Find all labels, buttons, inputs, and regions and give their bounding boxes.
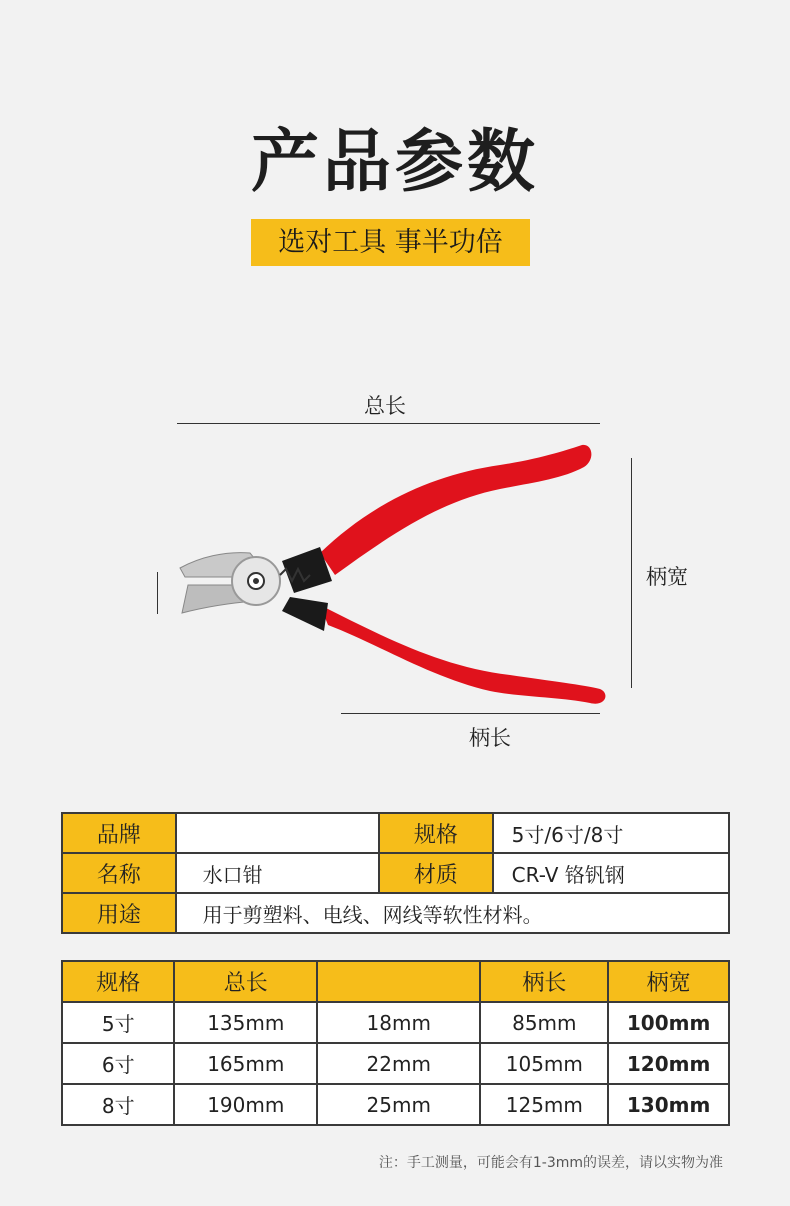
cell-handle-width: 130mm xyxy=(608,1084,729,1125)
cell-handle-width: 120mm xyxy=(608,1043,729,1084)
cell-jaw: 22mm xyxy=(317,1043,480,1084)
material-value: CR-V 铬钒钢 xyxy=(493,853,729,893)
total-length-label: 总长 xyxy=(364,394,406,418)
spec-label: 规格 xyxy=(379,813,493,853)
table-row xyxy=(62,1002,729,1043)
table-row xyxy=(62,1084,729,1125)
spec-value: 5寸/6寸/8寸 xyxy=(493,813,729,853)
name-value: 水口钳 xyxy=(176,853,379,893)
cell-total-length: 190mm xyxy=(174,1084,317,1125)
cell-jaw: 25mm xyxy=(317,1084,480,1125)
page-title: 产品参数 xyxy=(250,123,539,202)
pliers-illustration xyxy=(170,435,610,715)
cell-total-length: 165mm xyxy=(174,1043,317,1084)
cell-jaw: 18mm xyxy=(317,1002,480,1043)
measurement-note: 注：手工测量，可能会有1-3mm的误差，请以实物为准 xyxy=(378,1155,723,1171)
product-info-table xyxy=(61,812,730,934)
brand-label: 品牌 xyxy=(62,813,176,853)
header-spec: 规格 xyxy=(62,961,174,1002)
cell-spec: 5寸 xyxy=(62,1002,174,1043)
table-row xyxy=(62,893,729,933)
table-row xyxy=(62,1043,729,1084)
size-table xyxy=(61,960,730,1126)
cell-spec: 8寸 xyxy=(62,1084,174,1125)
cell-spec: 6寸 xyxy=(62,1043,174,1084)
cell-handle-length: 105mm xyxy=(480,1043,608,1084)
cell-handle-length: 85mm xyxy=(480,1002,608,1043)
cell-handle-length: 125mm xyxy=(480,1084,608,1125)
name-label: 名称 xyxy=(62,853,176,893)
total-length-line xyxy=(177,423,600,424)
table-header-row xyxy=(62,961,729,1002)
handle-width-label: 柄宽 xyxy=(646,565,688,589)
handle-length-label: 柄长 xyxy=(469,726,511,750)
table-row xyxy=(62,853,729,893)
handle-width-line xyxy=(631,458,632,688)
table-row xyxy=(62,813,729,853)
usage-value: 用于剪塑料、电线、网线等软性材料。 xyxy=(176,893,729,933)
cell-handle-width: 100mm xyxy=(608,1002,729,1043)
header-handle-width: 柄宽 xyxy=(608,961,729,1002)
usage-label: 用途 xyxy=(62,893,176,933)
jaw-width-line xyxy=(157,572,158,614)
cell-total-length: 135mm xyxy=(174,1002,317,1043)
header-blank xyxy=(317,961,480,1002)
header-handle-length: 柄长 xyxy=(480,961,608,1002)
subtitle-banner: 选对工具 事半功倍 xyxy=(251,219,530,266)
brand-value xyxy=(176,813,379,853)
material-label: 材质 xyxy=(379,853,493,893)
header-total-length: 总长 xyxy=(174,961,317,1002)
